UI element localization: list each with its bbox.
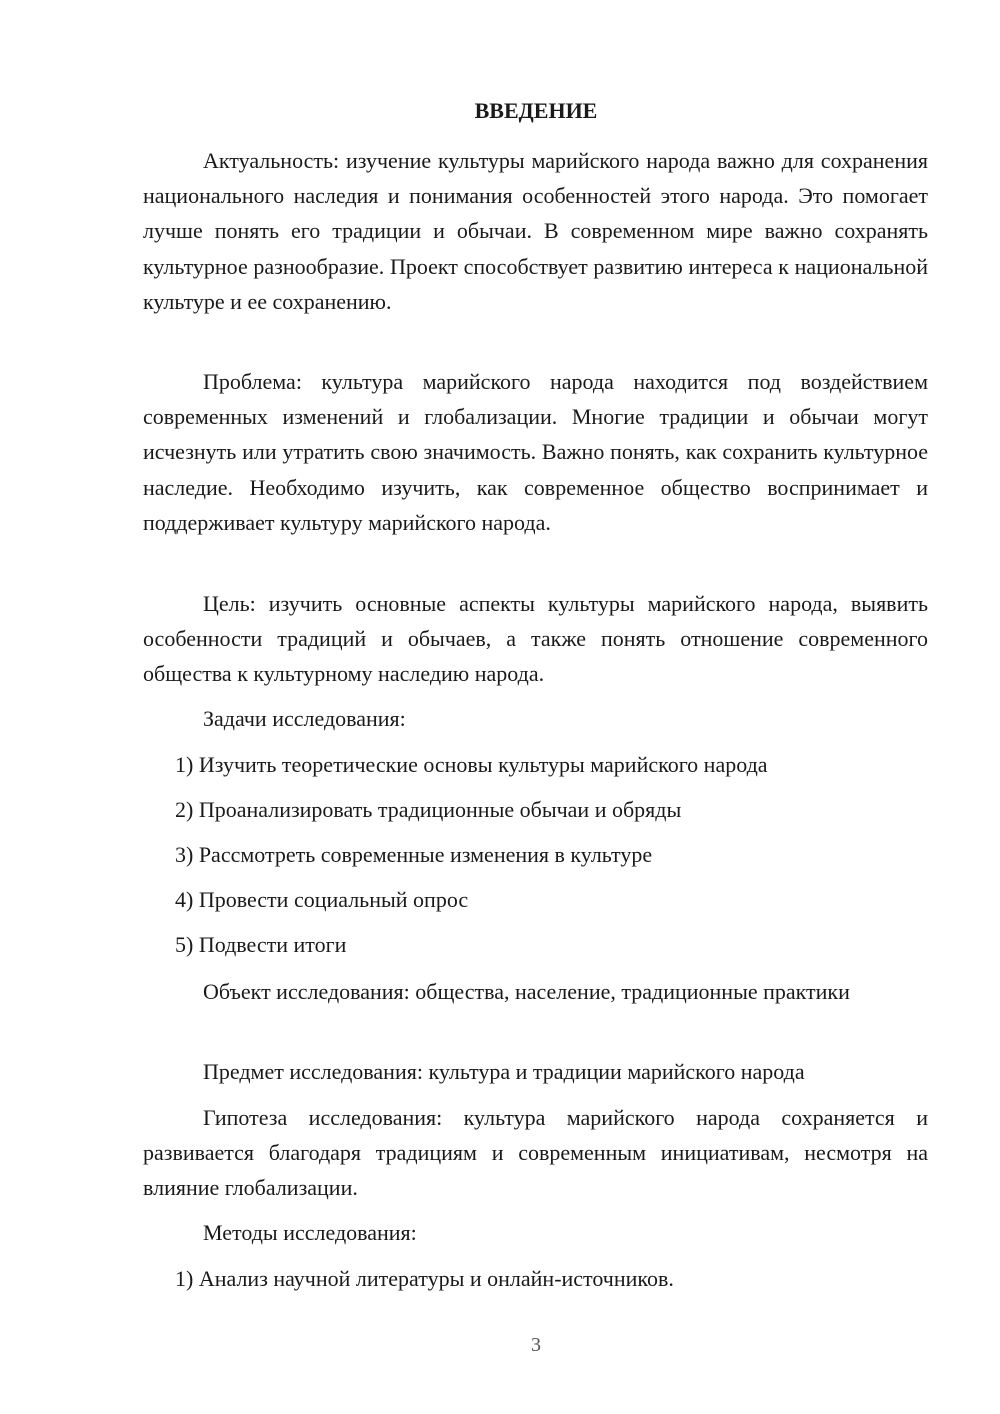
task-item: 4) Провести социальный опрос — [175, 887, 469, 912]
paragraph-hypothesis: Гипотеза исследования: культура марийского народа сохраняется и развивается благодаря традициям и современным инициативам, несмотря на влияние глобализации. — [143, 1105, 928, 1201]
paragraph-problem: Проблема: культура марийского народа находится под воздействием современных изменений и глобализации. Многие традиции и обычаи могут исчезнуть или утратить свою значимость. Важно понять, как сохранить культурное наследие. Необходимо изучить, как современное общество воспринимает и поддерживает культуру марийского народа. — [143, 369, 928, 535]
paragraph-relevance: Актуальность: изучение культуры марийского народа важно для сохранения национального наследия и понимания особенностей этого народа. Это помогает лучше понять его традиции и обычаи. В современном мире важно сохранять культурное разнообразие. Проект способствует развитию интереса к национальной культуре и ее сохранению. — [143, 148, 928, 314]
paragraph-subject: Предмет исследования: культура и традиции марийского народа — [203, 1059, 805, 1084]
task-item: 1) Изучить теоретические основы культуры марийского народа — [175, 752, 768, 777]
methods-heading: Методы исследования: — [203, 1220, 417, 1245]
paragraph-goal: Цель: изучить основные аспекты культуры марийского народа, выявить особенности традиций и обычаев, а также понять отношение современного общества к культурному наследию народа. — [143, 591, 928, 687]
task-item: 5) Подвести итоги — [175, 932, 347, 957]
task-item: 3) Рассмотреть современные изменения в культуре — [175, 842, 653, 867]
page-number: 3 — [531, 1334, 541, 1356]
task-item: 2) Проанализировать традиционные обычаи и обряды — [175, 797, 682, 822]
paragraph-object: Объект исследования: общества, население, традиционные практики — [203, 979, 850, 1004]
page-title: ВВЕДЕНИЕ — [474, 98, 598, 123]
tasks-heading: Задачи исследования: — [203, 706, 406, 731]
method-item: 1) Анализ научной литературы и онлайн-источников. — [175, 1266, 674, 1291]
